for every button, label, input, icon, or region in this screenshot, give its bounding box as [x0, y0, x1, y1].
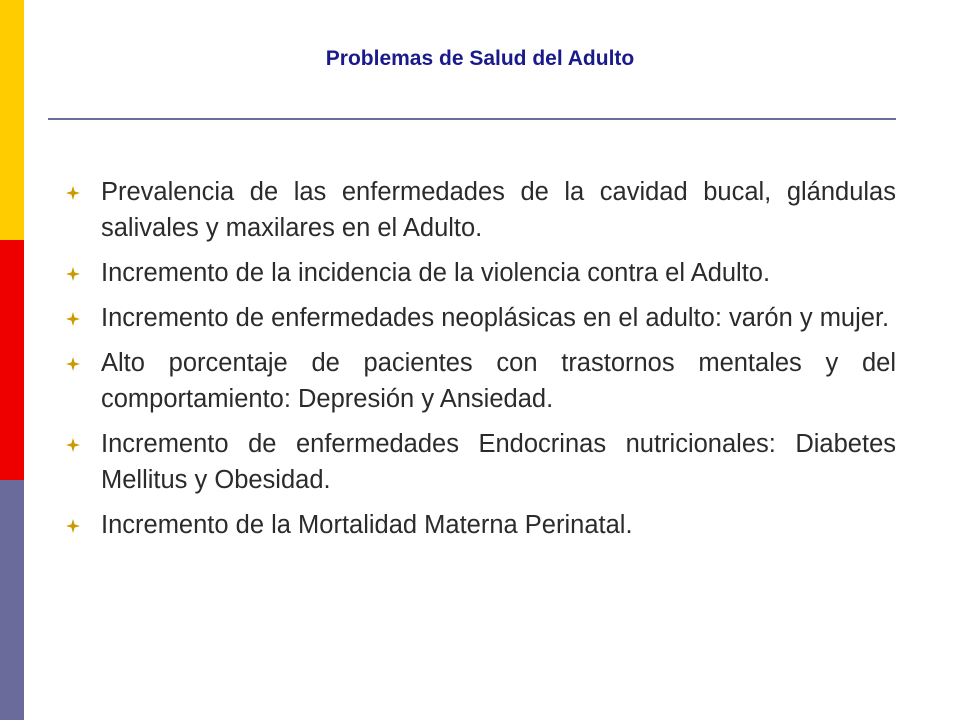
side-bar-yellow	[0, 0, 24, 240]
four-point-star-icon	[66, 186, 80, 200]
four-point-star-icon	[66, 357, 80, 371]
side-bar-red	[0, 240, 24, 480]
bullet-item	[66, 426, 896, 498]
side-bar-purple	[0, 480, 24, 720]
bullet-text: Incremento de la incidencia de la violencia contra el Adulto.	[101, 259, 771, 287]
four-point-star-icon	[66, 438, 80, 452]
bullet-text: Incremento de enfermedades Endocrinas nutricionales: Diabetes Mellitus y Obesidad.	[101, 430, 896, 494]
bullet-text: Prevalencia de las enfermedades de la cavidad bucal, glándulas salivales y maxilares en el Adulto.	[101, 178, 896, 242]
slide-title: Problemas de Salud del Adulto	[325, 47, 635, 70]
bullet-text: Incremento de la Mortalidad Materna Perinatal.	[101, 511, 633, 539]
bullet-item	[66, 174, 896, 246]
bullet-item	[66, 507, 896, 543]
title-divider	[48, 118, 896, 120]
bullet-item	[66, 345, 896, 417]
bullet-text: Alto porcentaje de pacientes con trastornos mentales y del comportamiento: Depresión y Ansiedad.	[101, 349, 896, 413]
four-point-star-icon	[66, 519, 80, 533]
bullet-item	[66, 255, 896, 291]
bullet-item	[66, 300, 896, 336]
four-point-star-icon	[66, 267, 80, 281]
four-point-star-icon	[66, 312, 80, 326]
bullet-list	[66, 174, 896, 552]
bullet-text: Incremento de enfermedades neoplásicas en el adulto: varón y mujer.	[101, 304, 890, 332]
